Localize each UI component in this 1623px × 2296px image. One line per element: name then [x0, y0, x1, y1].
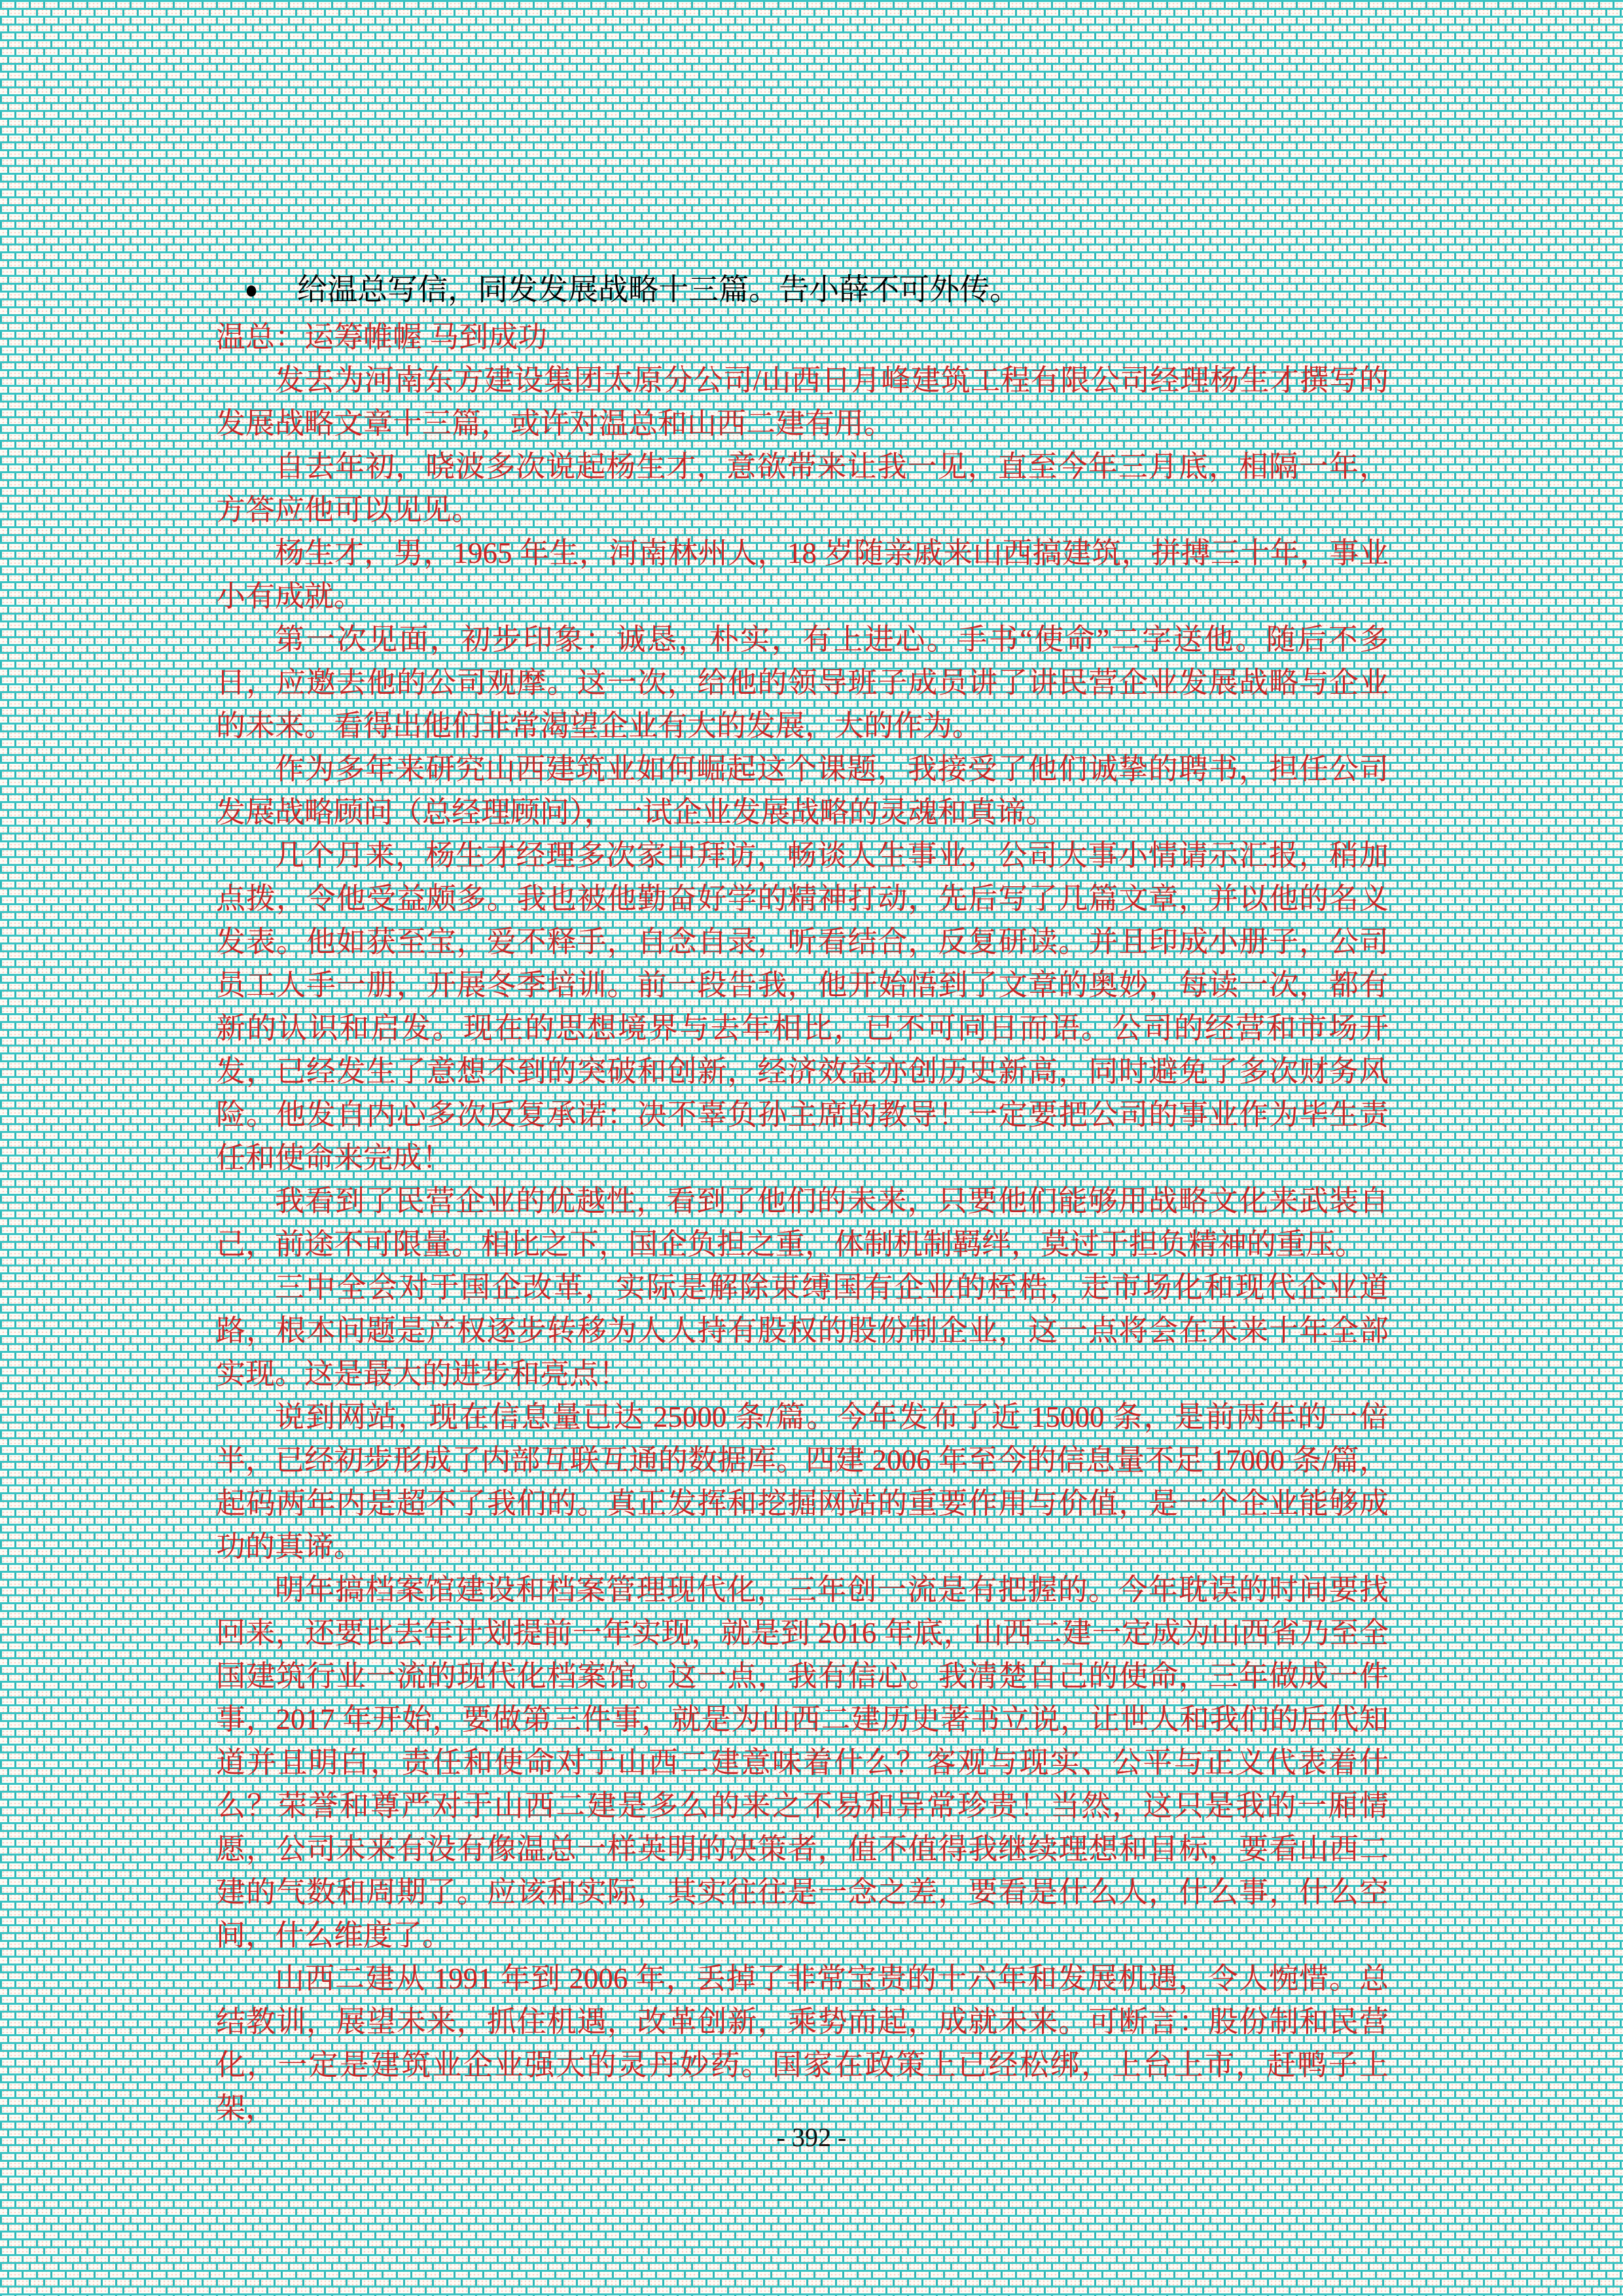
letter-body [216, 315, 1389, 2130]
letter-paragraph: 发去为河南东方建设集团太原分公司/山西日月峰建筑工程有限公司经理杨生才撰写的发展战略文章十三篇，或许对温总和山西二建有用。 [216, 364, 1389, 440]
headline-bullet-item [216, 268, 1389, 312]
page-content [216, 268, 1389, 2130]
letter-paragraph: 三中全会对于国企改革，实际是解除束缚国有企业的桎梏，走市场化和现代企业道路，根本问题是产权逐步转移为人人持有股权的股份制企业，这一点将会在未来十年全部实现。这是最大的进步和亮点！ [216, 1271, 1389, 1390]
letter-paragraph: 作为多年来研究山西建筑业如何崛起这个课题，我接受了他们诚挚的聘书，担任公司发展战略顾问（总经理顾问），一试企业发展战略的灵魂和真谛。 [216, 753, 1389, 829]
letter-paragraph: 自去年初，晓波多次说起杨生才，意欲带来让我一见，直至今年三月底，相隔一年，方答应他可以见见。 [216, 450, 1389, 526]
letter-salutation: 温总：运筹帷幄 马到成功 [216, 321, 548, 353]
headline-text: 给温总写信，同发发展战略十三篇。告小薛不可外传。 [297, 273, 1020, 306]
letter-paragraphs [216, 359, 1389, 2130]
letter-paragraph: 第一次见面，初步印象：诚恳，朴实，有上进心。手书“使命”二字送他。随后不多日，应邀去他的公司观摩。这一次，给他的领导班子成员讲了讲民营企业发展战略与企业的未来。看得出他们非常渴望企业有大的发展，大的作为。 [216, 623, 1389, 742]
letter-paragraph: 几个月来，杨生才经理多次家中拜访，畅谈人生事业，公司大事小情请示汇报，稍加点拨，令他受益颇多。我也被他勤奋好学的精神打动，先后写了几篇文章，并以他的名义发表。他如获至宝，爱不释手，自念自录，听看结合，反复研读。并且印成小册子，公司员工人手一册，开展冬季培训。前一段告我，他开始悟到了文章的奥妙，每读一次，都有新的认识和启发。现在的思想境界与去年相比，已不可同日而语。公司的经营和市场开发，已经发生了意想不到的突破和创新，经济效益亦创历史新高，同时避免了多次财务风险。他发自内心多次反复承诺：决不辜负孙主席的教导！一定要把公司的事业作为毕生责任和使命来完成！ [216, 839, 1389, 1174]
bullet-icon: ● [244, 275, 259, 304]
letter-paragraph: 杨生才，男，1965 年生，河南林州人，18 岁随亲戚来山西搞建筑，拼搏三十年，事业小有成就。 [216, 537, 1389, 613]
letter-paragraph: 说到网站，现在信息量已达 25000 条/篇。今年发布了近 15000 条，是前两年的一倍半，已经初步形成了内部互联互通的数据库。四建 2006 年至今的信息量不足 17000 条/篇，起码两年内是超不了我们的。真正发挥和挖掘网站的重要作用与价值，是一个企业能够成功的真谛。 [216, 1401, 1389, 1563]
letter-paragraph: 山西二建从 1991 年到 2006 年，丢掉了非常宝贵的十六年和发展机遇，令人惋惜。总结教训，展望未来，抓住机遇，改革创新，乘势而起，成就未来。可断言：股份制和民营化，一定是建筑业企业强大的灵丹妙药。国家在政策上已经松绑，上台上市，赶鸭子上架， [216, 1962, 1389, 2125]
page-number: - 392 - [776, 2123, 847, 2152]
letter-paragraph: 我看到了民营企业的优越性，看到了他们的未来，只要他们能够用战略文化来武装自己，前途不可限量。相比之下，国企负担之重，体制机制羁绊，莫过于担负精神的重压。 [216, 1185, 1389, 1261]
letter-paragraph: 明年搞档案馆建设和档案管理现代化，三年创一流是有把握的。今年耽误的时间要找回来，还要比去年计划提前一年实现，就是到 2016 年底，山西二建一定成为山西省乃至全国建筑行业一流的现代化档案馆。这一点，我有信心。我清楚自己的使命，三年做成一件事，2017 年开始，要做第三件事，就是为山西二建历史著书立说，让世人和我们的后代知道并且明白，责任和使命对于山西二建意味着什么？客观与现实、公平与正义代表着什么？荣誉和尊严对于山西二建是多么的来之不易和异常珍贵！当然，这只是我的一厢情愿，公司未来有没有像温总一样英明的决策者，值不值得我继续理想和目标，要看山西二建的气数和周期了。应该和实际，其实往往是一念之差，要看是什么人，什么事，什么空间，什么维度了。 [216, 1573, 1389, 1952]
